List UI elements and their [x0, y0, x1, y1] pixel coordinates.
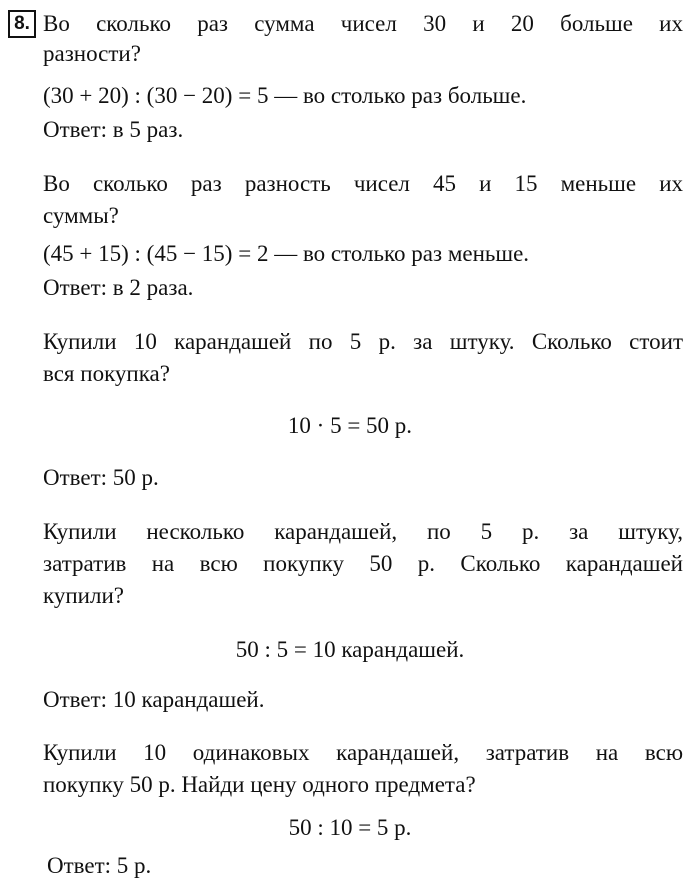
problem-4-question-line-3: купили?: [43, 583, 124, 608]
problem-4-question-line-1: Купили несколько карандашей, по 5 р. за штуку,: [43, 519, 683, 544]
problem-5-answer: Ответ: 5 р.: [47, 853, 152, 878]
problem-5-solution: 50 : 10 = 5 р.: [288, 815, 412, 840]
task-number-box: 8.: [8, 10, 36, 38]
problem-5-question-line-1: Купили 10 одинаковых карандашей, затратив на всю: [43, 740, 683, 765]
problem-5-question-line-2: покупку 50 р. Найди цену одного предмета?: [43, 772, 476, 797]
problem-3-question-line-1: Купили 10 карандашей по 5 р. за штуку. Сколько стоит: [43, 329, 683, 354]
problem-3-question-line-2: вся покупка?: [43, 361, 170, 386]
problem-2-answer: Ответ: в 2 раза.: [43, 275, 194, 300]
problem-3-solution: 10 · 5 = 50 р.: [287, 413, 413, 438]
problem-1-solution: (30 + 20) : (30 − 20) = 5 — во столько раз больше.: [43, 83, 527, 108]
problem-1-answer: Ответ: в 5 раз.: [43, 117, 184, 142]
problem-2-solution: (45 + 15) : (45 − 15) = 2 — во столько раз меньше.: [43, 241, 530, 266]
problem-4-question-line-2: затратив на всю покупку 50 р. Сколько карандашей: [43, 551, 683, 576]
problem-1-question-line-1: Во сколько раз сумма чисел 30 и 20 больше их: [43, 11, 683, 36]
problem-4-solution: 50 : 5 = 10 карандашей.: [235, 637, 465, 662]
problem-2-question-line-1: Во сколько раз разность чисел 45 и 15 меньше их: [43, 171, 683, 196]
problem-2-question-line-2: суммы?: [43, 203, 119, 228]
problem-4-answer: Ответ: 10 карандашей.: [43, 687, 265, 712]
problem-1-question-line-2: разности?: [43, 41, 141, 66]
problem-3-answer: Ответ: 50 р.: [43, 465, 159, 490]
